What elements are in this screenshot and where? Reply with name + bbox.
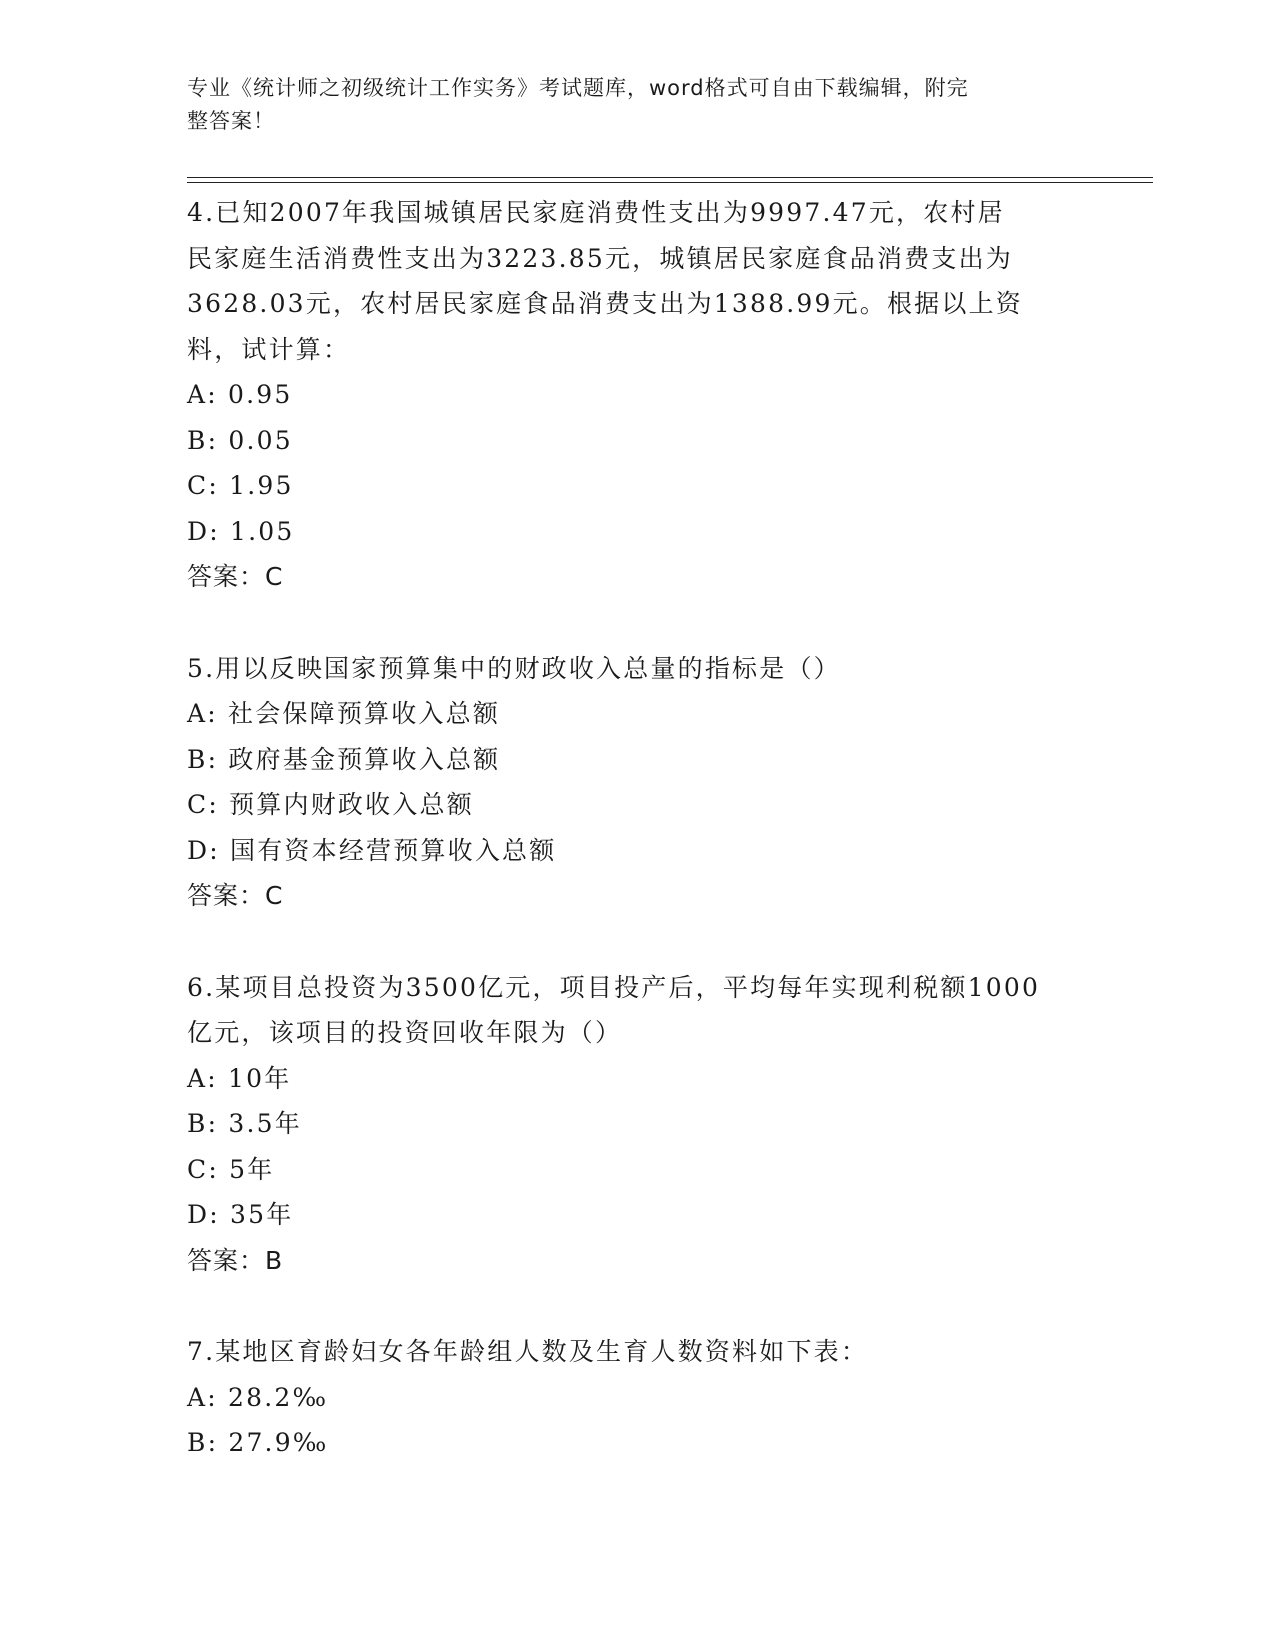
- header-line-2: 整答案！: [187, 109, 275, 133]
- question-5: [187, 646, 1087, 919]
- question-list: [187, 190, 1087, 1466]
- option-c: C: 5年: [187, 1154, 275, 1184]
- document-header: [187, 72, 1067, 138]
- question-stem-line: 料，试计算：: [187, 334, 351, 364]
- question-spacer: [187, 600, 1087, 646]
- question-stem-line: 亿元，该项目的投资回收年限为（）: [187, 1018, 623, 1047]
- header-divider-bottom: [187, 182, 1153, 183]
- question-stem-line: 6.某项目总投资为3500亿元，项目投产后，平均每年实现利税额1000: [187, 972, 1041, 1002]
- question-7: [187, 1329, 1087, 1466]
- option-b: B: 政府基金预算收入总额: [187, 744, 501, 774]
- option-a: A: 10年: [187, 1063, 292, 1093]
- question-stem-line: 7.某地区育龄妇女各年龄组人数及生育人数资料如下表：: [187, 1337, 869, 1366]
- option-b: B: 0.05: [187, 425, 293, 455]
- header-divider-top: [187, 177, 1153, 178]
- option-a: A: 28.2‰: [187, 1382, 329, 1412]
- answer-label: 答案：C: [187, 881, 284, 910]
- header-line-1: 专业《统计师之初级统计工作实务》考试题库，word格式可自由下载编辑，附完: [187, 76, 969, 100]
- answer-label: 答案：C: [187, 562, 284, 591]
- question-stem-line: 3628.03元，农村居民家庭食品消费支出为1388.99元。根据以上资: [187, 289, 1023, 318]
- question-stem-line: 5.用以反映国家预算集中的财政收入总量的指标是（）: [187, 653, 841, 683]
- answer-label: 答案：B: [187, 1245, 284, 1275]
- question-stem-line: 4.已知2007年我国城镇居民家庭消费性支出为9997.47元，农村居: [187, 198, 1005, 227]
- question-spacer: [187, 1283, 1087, 1329]
- option-b: B: 27.9‰: [187, 1428, 329, 1457]
- question-4: [187, 190, 1087, 600]
- option-d: D: 国有资本经营预算收入总额: [187, 835, 557, 865]
- option-d: D: 35年: [187, 1200, 294, 1229]
- option-c: C: 预算内财政收入总额: [187, 790, 474, 819]
- option-c: C: 1.95: [187, 471, 294, 500]
- question-spacer: [187, 919, 1087, 965]
- question-6: [187, 965, 1087, 1284]
- option-d: D: 1.05: [187, 516, 295, 546]
- option-a: A: 0.95: [187, 380, 293, 409]
- question-stem-line: 民家庭生活消费性支出为3223.85元，城镇居民家庭食品消费支出为: [187, 243, 1013, 273]
- option-a: A: 社会保障预算收入总额: [187, 699, 501, 728]
- option-b: B: 3.5年: [187, 1109, 302, 1138]
